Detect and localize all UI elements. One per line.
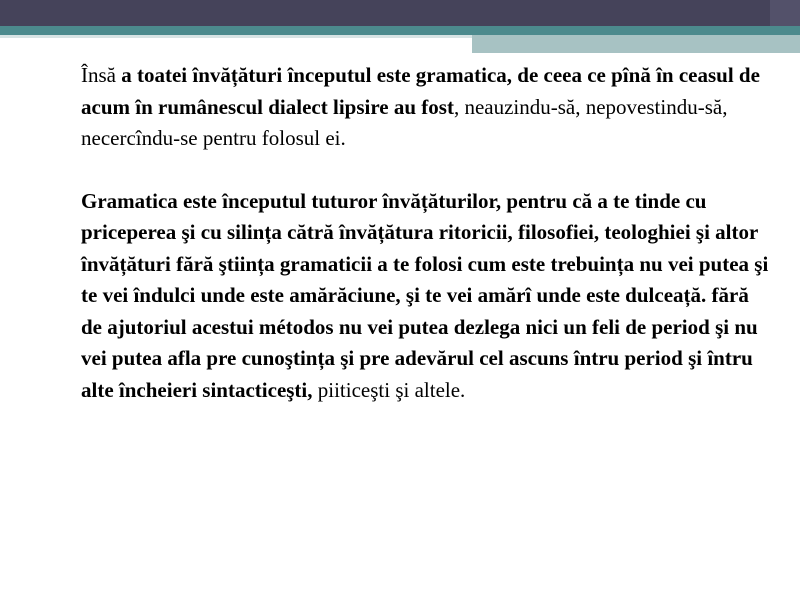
header-band-dark [0,0,770,26]
text-run-bold: a toatei învățături începutul este gramatica, de ceea ce pînă în ceasul de acum în rumânescul dialect lipsire au fost [81,63,760,119]
text-run-bold: Gramatica este începutul tuturor învățăturilor, pentru că a te tinde cu priceperea şi cu silința cătră învățătura ritoricii, filosofiei, teologhiei şi altor învățături fără ştiința gramaticii a te folosi cum este trebuința nu vei putea şi te vei îndulci unde este amărăciune, şi te vei amărî unde este dulceață. fără de ajutoriul acestui métodos nu vei putea dezlega nici un feli de period şi nu vei putea afla pre cunoştința şi pre adevărul cel ascuns întru period şi întru alte încheieri sintacticeşti, [81,188,769,402]
header-band-teal [0,26,800,35]
text-run: Însă [81,63,122,87]
header-band-light [472,35,800,53]
header-band-shadow [0,35,472,38]
paragraph-1 [81,60,771,155]
paragraph-2 [81,186,771,407]
header-band-corner [770,0,800,26]
text-run: piiticeşti şi altele. [312,377,466,402]
text-run: , neauzindu-să, nepovestindu-să, necercîndu-se pentru folosul ei. [81,94,728,150]
slide-text [81,60,771,406]
